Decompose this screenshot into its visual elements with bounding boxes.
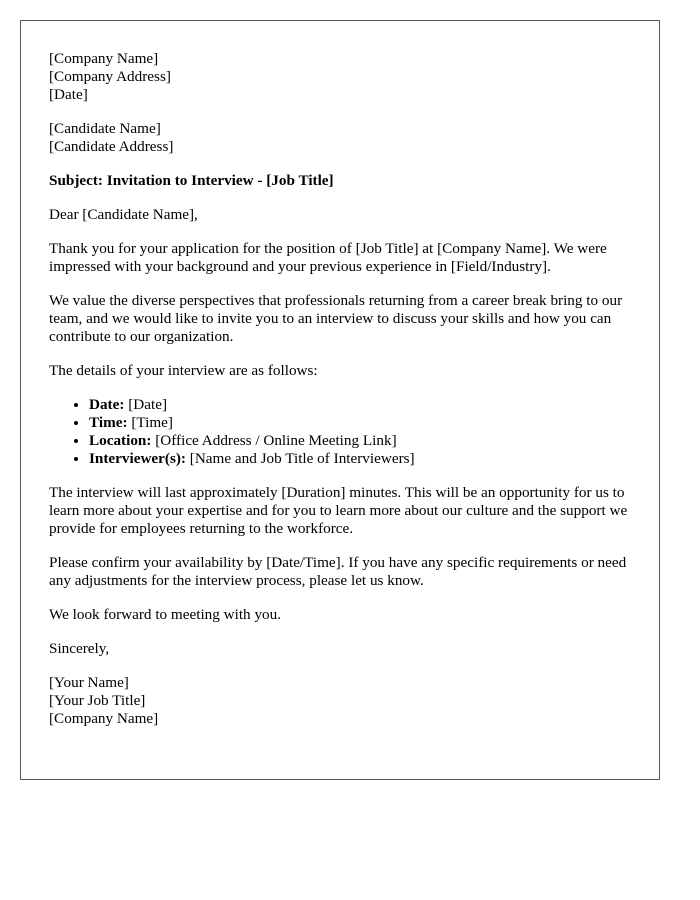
detail-value: [Time]	[127, 414, 173, 431]
paragraph-confirm: Please confirm your availability by [Date/Time]. If you have any specific requirements or need any adjustments for the interview process, please let us know.	[49, 554, 627, 589]
signature-job-title: [Your Job Title]	[49, 692, 146, 709]
interview-details-list	[49, 396, 631, 468]
paragraph-intro: Thank you for your application for the position of [Job Title] at [Company Name]. We were impressed with your background and your previous experience in [Field/Industry].	[49, 240, 607, 275]
detail-label: Interviewer(s):	[89, 450, 186, 467]
paragraph-duration: The interview will last approximately [Duration] minutes. This will be an opportunity for us to learn more about your expertise and for you to learn more about our culture and the support we provide for employees returning to the workforce.	[49, 484, 628, 537]
paragraph-details-intro: The details of your interview are as follows:	[49, 362, 318, 379]
signature-company: [Company Name]	[49, 710, 159, 727]
subject-line: Subject: Invitation to Interview - [Job Title]	[49, 172, 334, 189]
signature-block	[49, 674, 631, 728]
detail-value: [Office Address / Online Meeting Link]	[151, 432, 397, 449]
letter-date: [Date]	[49, 86, 88, 103]
sender-block	[49, 50, 631, 104]
closing: Sincerely,	[49, 640, 110, 657]
detail-item-time	[89, 414, 631, 432]
detail-label: Time:	[89, 414, 128, 431]
detail-label: Location:	[89, 432, 152, 449]
detail-item-date	[89, 396, 631, 414]
salutation: Dear [Candidate Name],	[49, 206, 198, 223]
detail-value: [Name and Job Title of Interviewers]	[185, 450, 415, 467]
recipient-block	[49, 120, 631, 156]
paragraph-invitation: We value the diverse perspectives that professionals returning from a career break bring to our team, and we would like to invite you to an interview to discuss your skills and how you can contribute to our organization.	[49, 292, 623, 345]
detail-label: Date:	[89, 396, 125, 413]
letter	[20, 20, 660, 780]
signature-name: [Your Name]	[49, 674, 129, 691]
recipient-name: [Candidate Name]	[49, 120, 161, 137]
detail-item-interviewers	[89, 450, 631, 468]
sender-company-address: [Company Address]	[49, 68, 171, 85]
detail-item-location	[89, 432, 631, 450]
paragraph-closing-remark: We look forward to meeting with you.	[49, 606, 282, 623]
detail-value: [Date]	[124, 396, 168, 413]
recipient-address: [Candidate Address]	[49, 138, 174, 155]
sender-company-name: [Company Name]	[49, 50, 159, 67]
